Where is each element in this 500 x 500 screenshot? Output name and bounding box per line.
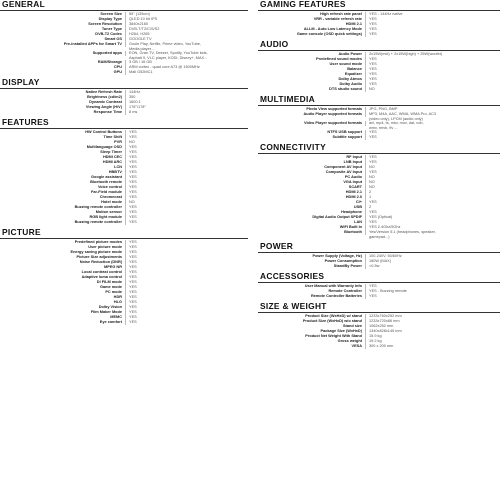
- spec-value: YES: [369, 130, 377, 134]
- spec-label: MPEG NR: [0, 265, 126, 270]
- spec-label: USB: [258, 205, 366, 210]
- spec-label: Bluetooth remote: [0, 180, 126, 185]
- section-title: AUDIO: [258, 40, 500, 51]
- section-title: SIZE & WEIGHT: [258, 302, 500, 313]
- spec-label: User picture mode: [0, 245, 126, 250]
- spec-value: YES: [369, 284, 377, 288]
- spec-value: YES: [129, 260, 137, 264]
- spec-rows: [258, 284, 500, 299]
- spec-label: Tuner Type: [0, 27, 126, 32]
- spec-label: Predefined picture modes: [0, 240, 126, 245]
- spec-label: Game console (OSD quick settings): [258, 32, 366, 37]
- spec-value: YES: [369, 160, 377, 164]
- spec-value: YES: [129, 270, 137, 274]
- spec-label: Screen Resolution: [0, 22, 126, 27]
- spec-section-audio: [258, 40, 500, 92]
- spec-value: YES: [129, 290, 137, 294]
- spec-label: User sound mode: [258, 62, 366, 67]
- spec-label: Predefined sound modes: [258, 57, 366, 62]
- spec-label: Screen Size: [0, 12, 126, 17]
- spec-section-power: [258, 242, 500, 269]
- spec-value: YES: [129, 145, 137, 149]
- spec-section-picture: [0, 228, 248, 325]
- spec-label: LNB Input: [258, 160, 366, 165]
- spec-value: 1233x720x86 mm: [369, 319, 400, 323]
- spec-value: EON, Gran TV, Deezer, Spotify, YouTube kids, Asphalt 9, VLC player, KODI, Disney+, MAX...: [129, 51, 208, 60]
- spec-row: [0, 110, 248, 115]
- spec-label: Energy saving picture mode: [0, 250, 126, 255]
- spec-value: YES: [129, 135, 137, 139]
- spec-value: YES: [129, 215, 137, 219]
- spec-label: StandBy Power: [258, 264, 366, 269]
- spec-label: Hotel mode: [0, 200, 126, 205]
- spec-value: YES: [369, 27, 377, 31]
- spec-value: YES: [129, 195, 137, 199]
- spec-label: Google assistant: [0, 175, 126, 180]
- spec-label: Response Time: [0, 110, 126, 115]
- spec-value: YES: [129, 305, 137, 309]
- spec-value: Yes/Version 5.1 (headphones, speaker, gamepad...): [369, 230, 436, 239]
- spec-value: YES: [369, 72, 377, 76]
- spec-label: ALLM - Auto Low Latency Mode: [258, 27, 366, 32]
- spec-value: YES: [129, 165, 137, 169]
- spec-row: [258, 344, 500, 349]
- spec-label: RGB light module: [0, 215, 126, 220]
- spec-value: YES: [129, 255, 137, 259]
- spec-label: Gross weight: [258, 339, 366, 344]
- spec-value: YES: [129, 300, 137, 304]
- spec-label: VGA Input: [258, 180, 366, 185]
- spec-value: YES: [369, 67, 377, 71]
- spec-value: YES: [369, 22, 377, 26]
- spec-value: <0.5w: [369, 264, 380, 268]
- spec-value: 1062x252 mm: [369, 324, 394, 328]
- spec-section-gaming-features: [258, 0, 500, 37]
- spec-value: 1: [369, 195, 372, 199]
- spec-row: [258, 230, 500, 239]
- spec-value: YES - Buzzing remote: [369, 289, 407, 293]
- spec-value: YES: [369, 62, 377, 66]
- spec-value: 15.9 kg: [369, 334, 382, 338]
- spec-label: HDMI 2.1: [258, 22, 366, 27]
- spec-label: DI FILM mode: [0, 280, 126, 285]
- spec-label: Film Maker Mode: [0, 310, 126, 315]
- spec-value: ARM cortex - quad core A73 @ 1500MHz: [129, 65, 200, 69]
- spec-label: GPU: [0, 70, 126, 75]
- spec-rows: [258, 52, 500, 92]
- spec-rows: [0, 90, 248, 115]
- spec-value: NO: [369, 185, 375, 189]
- spec-value: YES: [129, 220, 137, 224]
- spec-label: CPU: [0, 65, 126, 70]
- spec-label: Buzzing remote controller: [0, 220, 126, 225]
- spec-label: MEMC: [0, 315, 126, 320]
- spec-label: Bluetooth: [258, 230, 366, 235]
- spec-rows: [258, 254, 500, 269]
- spec-value: YES: [129, 265, 137, 269]
- spec-label: HDMI 2.1: [258, 190, 366, 195]
- spec-label: Power Consumption: [258, 259, 366, 264]
- spec-rows: [0, 12, 248, 75]
- spec-label: Product Size (WxHxD) w/ stand: [258, 314, 366, 319]
- spec-value: YES 2.4Ghz/5Ghz: [369, 225, 401, 229]
- section-title: FEATURES: [0, 118, 248, 129]
- spec-label: Multilanguage OSD: [0, 145, 126, 150]
- spec-label: Digital Audio Output SPDIF: [258, 215, 366, 220]
- spec-value: 2: [369, 205, 372, 209]
- section-title: GENERAL: [0, 0, 248, 11]
- spec-value: YES: [129, 185, 137, 189]
- spec-label: Dolby Atmos: [258, 77, 366, 82]
- spec-value: YES: [369, 32, 377, 36]
- spec-label: LCN: [0, 165, 126, 170]
- spec-label: Display Type: [0, 17, 126, 22]
- spec-row: [258, 112, 500, 121]
- spec-value: NO: [369, 175, 375, 179]
- spec-label: Native Refresh Rate: [0, 90, 126, 95]
- spec-rows: [258, 107, 500, 140]
- spec-row: [258, 294, 500, 299]
- spec-value: YES: [129, 320, 137, 324]
- spec-section-size-weight: [258, 302, 500, 349]
- spec-label: Composite AV Input: [258, 170, 366, 175]
- spec-rows: [258, 314, 500, 349]
- spec-value: NO: [129, 140, 135, 144]
- spec-value: MP3, M4A, AAC, WMA, WMA Pro, AC3 (video only), LPCM (audio only): [369, 112, 437, 121]
- spec-value: avi, mp4, ts, mkv, mov, dat, vob, wmv, rmvb, flv ...: [369, 121, 424, 130]
- spec-value: JPG, PNG, BMP: [369, 107, 398, 111]
- spec-label: Video Player supported formats: [258, 121, 366, 126]
- spec-label: Voice control: [0, 185, 126, 190]
- spec-label: Product Net Weight With Stand: [258, 334, 366, 339]
- spec-section-general: [0, 0, 248, 75]
- spec-rows: [258, 155, 500, 239]
- spec-label: PC Audio: [258, 175, 366, 180]
- spec-label: Component AV Input: [258, 165, 366, 170]
- spec-label: HLG: [0, 300, 126, 305]
- spec-label: Sleep Timer: [0, 150, 126, 155]
- spec-value: QLED 10 bit IPS: [129, 17, 158, 21]
- spec-value: 2: [369, 190, 372, 194]
- spec-label: Noise Reduction (DNR): [0, 260, 126, 265]
- spec-value: 3840x2160: [129, 22, 149, 26]
- spec-label: HDMI 2.0: [258, 195, 366, 200]
- section-title: PICTURE: [0, 228, 248, 239]
- spec-row: [0, 51, 248, 60]
- spec-value: YES: [369, 82, 377, 86]
- spec-value: 180W (MAX): [369, 259, 391, 263]
- spec-label: CI+: [258, 200, 366, 205]
- section-title: CONNECTIVITY: [258, 143, 500, 154]
- spec-value: YES: [129, 310, 137, 314]
- spec-value: YES: [129, 205, 137, 209]
- spec-label: Photo View supported formats: [258, 107, 366, 112]
- spec-value: YES: [129, 280, 137, 284]
- spec-value: NO: [369, 87, 375, 91]
- spec-label: PC mode: [0, 290, 126, 295]
- spec-row: [258, 87, 500, 92]
- spec-row: [0, 70, 248, 75]
- spec-value: YES: [369, 135, 377, 139]
- spec-value: YES: [129, 190, 137, 194]
- spec-label: HDR: [0, 295, 126, 300]
- spec-value: 144Hz: [129, 90, 141, 94]
- spec-value: 100-240V, 50/60Hz: [369, 254, 402, 258]
- spec-label: Motion sensor: [0, 210, 126, 215]
- spec-label: Audio Player supported formats: [258, 112, 366, 117]
- spec-value: 1600:1: [129, 100, 141, 104]
- spec-label: SCART: [258, 185, 366, 190]
- spec-value: YES: [129, 240, 137, 244]
- spec-value: YES - 144Hz native: [369, 12, 403, 16]
- spec-value: YES: [129, 155, 137, 159]
- spec-value: YES: [129, 180, 137, 184]
- spec-row: [0, 320, 248, 325]
- spec-label: Time Shift: [0, 135, 126, 140]
- spec-value: GOOGLE TV: [129, 37, 152, 41]
- spec-label: VRR - variable refresh rate: [258, 17, 366, 22]
- spec-label: Package Size (WxHxD): [258, 329, 366, 334]
- spec-label: LAN: [258, 220, 366, 225]
- spec-label: Adaptive luma control: [0, 275, 126, 280]
- spec-value: 350: [129, 95, 136, 99]
- section-title: GAMING FEATURES: [258, 0, 500, 11]
- spec-label: HDMI CEC: [0, 155, 126, 160]
- spec-value: YES: [129, 245, 137, 249]
- spec-row: [258, 264, 500, 269]
- spec-rows: [0, 240, 248, 325]
- spec-value: YES: [129, 130, 137, 134]
- spec-value: YES: [369, 200, 377, 204]
- spec-label: HDMI ARC: [0, 160, 126, 165]
- spec-label: Product Size (WxHxD) w/o stand: [258, 319, 366, 324]
- spec-value: YES: [129, 210, 137, 214]
- spec-label: Pre-installed APPs for Smart TV: [0, 42, 126, 47]
- spec-value: H264, H265: [129, 32, 150, 36]
- spec-label: Balance: [258, 67, 366, 72]
- spec-value: YES: [369, 210, 377, 214]
- spec-label: Buzzing remote controller: [0, 205, 126, 210]
- right-column: [258, 0, 500, 352]
- spec-value: YES: [129, 175, 137, 179]
- spec-label: Smart OS: [0, 37, 126, 42]
- spec-value: YES: [369, 155, 377, 159]
- spec-label: User Manual with Warranty Info: [258, 284, 366, 289]
- spec-section-connectivity: [258, 143, 500, 239]
- spec-label: Viewing Angle (H/V): [0, 105, 126, 110]
- spec-value: Mali G52MC1: [129, 70, 153, 74]
- spec-value: YES: [129, 250, 137, 254]
- spec-value: 1233x760x252 mm: [369, 314, 402, 318]
- spec-value: YES: [129, 275, 137, 279]
- spec-value: 8 ms: [129, 110, 138, 114]
- spec-label: Eye comfort: [0, 320, 126, 325]
- spec-label: VESA: [258, 344, 366, 349]
- spec-section-accessories: [258, 272, 500, 299]
- spec-value: YES: [129, 295, 137, 299]
- spec-value: YES: [369, 17, 377, 21]
- spec-row: [258, 32, 500, 37]
- left-column: [0, 0, 248, 328]
- spec-label: Local contrast control: [0, 270, 126, 275]
- spec-label: RF Input: [258, 155, 366, 160]
- spec-value: YES: [129, 170, 137, 174]
- spec-label: WIFI Built In: [258, 225, 366, 230]
- spec-rows: [0, 130, 248, 225]
- spec-value: YES: [129, 150, 137, 154]
- spec-value: 3 GB / 16 GB: [129, 60, 152, 64]
- spec-value: YES: [129, 285, 137, 289]
- spec-value: 178°/178°: [129, 105, 146, 109]
- spec-value: Goole Play, Netflix, Prime video, YouTube, Media player...: [129, 42, 201, 51]
- spec-value: 1340x828x145 mm: [369, 329, 402, 333]
- spec-row: [258, 121, 500, 130]
- spec-label: RAM/Storage: [0, 60, 126, 65]
- spec-section-features: [0, 118, 248, 225]
- spec-label: Equalizer: [258, 72, 366, 77]
- spec-value: YES: [369, 220, 377, 224]
- spec-label: Chromecast: [0, 195, 126, 200]
- spec-label: Stand size: [258, 324, 366, 329]
- spec-row: [258, 135, 500, 140]
- spec-value: YES: [369, 77, 377, 81]
- spec-value: NO: [369, 180, 375, 184]
- section-title: MULTIMEDIA: [258, 95, 500, 106]
- spec-value: YES: [369, 294, 377, 298]
- spec-value: NO: [369, 165, 375, 169]
- spec-row: [0, 42, 248, 51]
- spec-value: 55" (139cm): [129, 12, 150, 16]
- spec-label: Power Supply (Voltage, Hz): [258, 254, 366, 259]
- spec-label: Headphone: [258, 210, 366, 215]
- spec-label: HBBTV: [0, 170, 126, 175]
- spec-section-multimedia: [258, 95, 500, 140]
- spec-value: YES: [129, 315, 137, 319]
- spec-label: Far-Field module: [0, 190, 126, 195]
- spec-label: Brightness (cd/m2): [0, 95, 126, 100]
- spec-value: YES (Optical): [369, 215, 393, 219]
- spec-label: DVB-T2 Codec: [0, 32, 126, 37]
- spec-label: PVR: [0, 140, 126, 145]
- section-title: DISPLAY: [0, 78, 248, 89]
- spec-label: Game mode: [0, 285, 126, 290]
- spec-label: Subtitle support: [258, 135, 366, 140]
- spec-value: 2x15W(mid) + 2x15W(high) + 25W(woofer): [369, 52, 443, 56]
- spec-label: Supported apps: [0, 51, 126, 56]
- spec-value: 300 x 200 mm: [369, 344, 394, 348]
- spec-rows: [258, 12, 500, 37]
- section-title: POWER: [258, 242, 500, 253]
- spec-label: Dynamic Contrast: [0, 100, 126, 105]
- spec-value: YES: [369, 57, 377, 61]
- section-title: ACCESSORIES: [258, 272, 500, 283]
- spec-value: YES: [129, 160, 137, 164]
- spec-label: Remote Controller: [258, 289, 366, 294]
- spec-section-display: [0, 78, 248, 115]
- spec-value: NO: [129, 200, 135, 204]
- spec-label: Audio Power: [258, 52, 366, 57]
- spec-value: YES: [369, 170, 377, 174]
- spec-value: 19.2 kg: [369, 339, 382, 343]
- spec-label: Remote Controller Batteries: [258, 294, 366, 299]
- spec-label: High refresh rate panel: [258, 12, 366, 17]
- spec-label: HW Control Buttons: [0, 130, 126, 135]
- spec-label: NTFS USB support: [258, 130, 366, 135]
- spec-label: Dolby Audio: [258, 82, 366, 87]
- spec-value: DVB-T/T2/C/S/S2: [129, 27, 160, 31]
- spec-label: Dolby Vision: [0, 305, 126, 310]
- spec-label: Picture Size adjustments: [0, 255, 126, 260]
- spec-row: [0, 220, 248, 225]
- spec-label: DTS studio sound: [258, 87, 366, 92]
